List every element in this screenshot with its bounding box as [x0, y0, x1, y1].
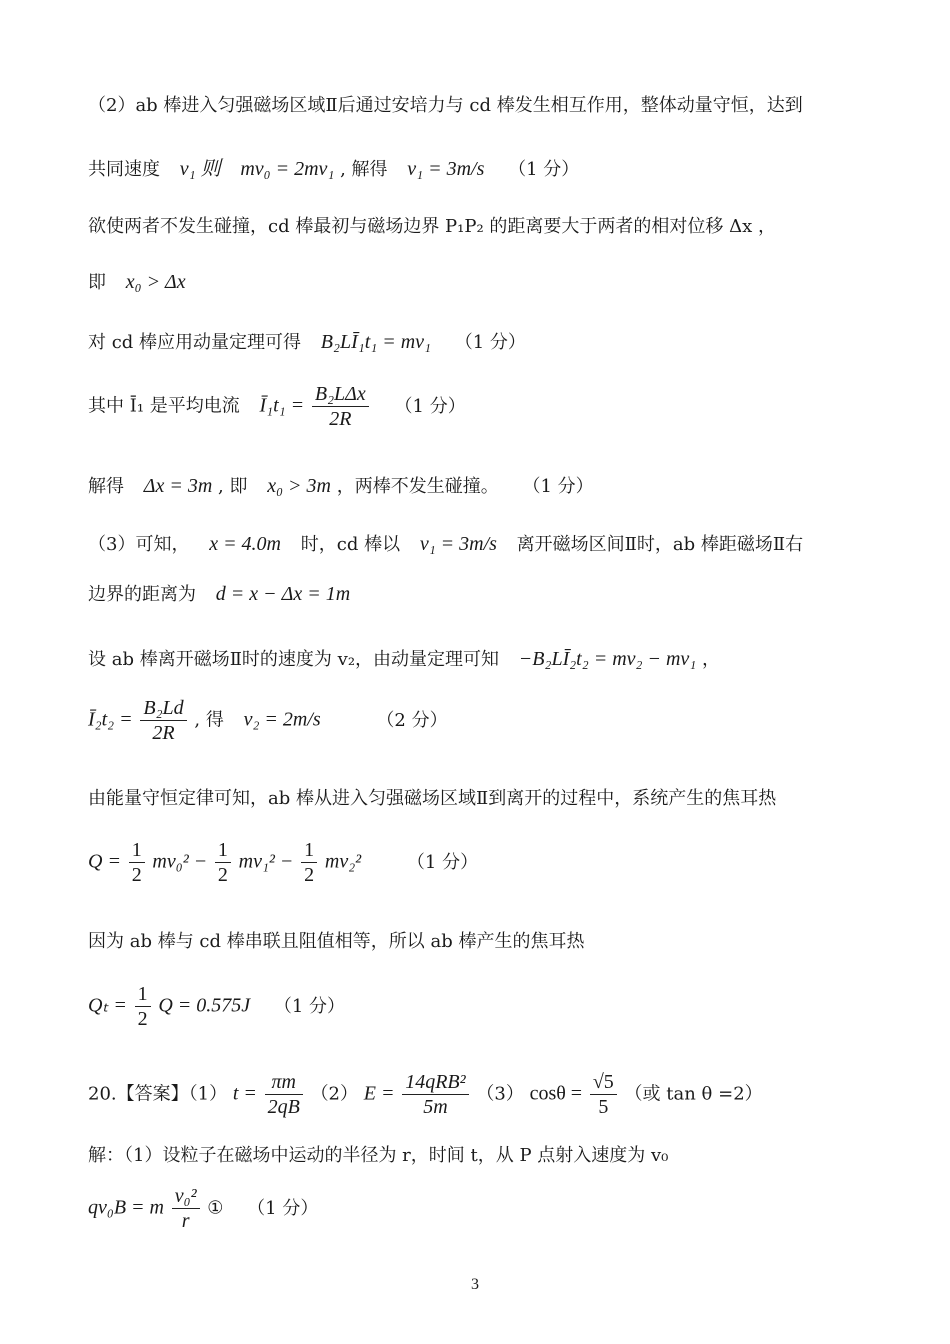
fraction [301, 838, 317, 887]
fraction [135, 982, 151, 1031]
denominator: 5m [423, 1096, 448, 1118]
text: 共同速度 [88, 159, 160, 180]
text: , 即 [218, 476, 248, 497]
formula: Δx = 3m [143, 475, 213, 497]
text-line [88, 696, 866, 745]
formula: v₂ = 2m/s [243, 708, 321, 731]
formula: mv₂² [324, 850, 362, 873]
numerator: 1 [129, 838, 145, 863]
numerator: √5 [590, 1070, 617, 1095]
text: 设 ab 棒离开磁场Ⅱ时的速度为 v₂，由动量定理可知 [88, 649, 500, 670]
formula: Q = 0.575J [158, 994, 251, 1017]
formula: x = 4.0m [209, 533, 282, 555]
denominator: 2 [217, 864, 228, 886]
text: 离开磁场区间Ⅱ时，ab 棒距磁场Ⅱ右 [516, 534, 804, 555]
fraction [172, 1184, 200, 1233]
numerator: v₀² [172, 1184, 200, 1209]
numerator: 14qRB² [402, 1070, 468, 1095]
text: 其中 Ī₁ 是平均电流 [88, 395, 240, 417]
numerator: 1 [135, 982, 151, 1007]
text: ，两棒不发生碰撞。 [336, 476, 499, 497]
formula: Qₜ = [88, 994, 127, 1017]
denominator: 2qB [267, 1096, 300, 1118]
formula: Q = [88, 850, 121, 873]
paragraph-text: 欲使两者不发生碰撞，cd 棒最初与磁场边界 P₁P₂ 的距离要大于两者的相对位移 Δx ， [88, 216, 777, 237]
formula: mv₀² − [152, 850, 208, 873]
formula: v₁ = 3m/s [419, 533, 497, 555]
page-number: 3 [471, 1276, 479, 1293]
score-note: （1 分） [406, 851, 479, 873]
text-line [88, 1184, 866, 1233]
text: （3）可知， [88, 534, 190, 555]
text-line [88, 328, 866, 357]
text-line [88, 268, 866, 297]
paragraph-text: 因为 ab 棒与 cd 棒串联且阻值相等，所以 ab 棒产生的焦耳热 [88, 931, 585, 952]
text-line [88, 982, 866, 1031]
text: （3） [476, 1083, 524, 1105]
text-line [88, 785, 866, 813]
formula: mv₀ = 2mv₁ [240, 158, 335, 180]
formula: E = [363, 1082, 395, 1105]
formula: x₀ > Δx [125, 271, 186, 293]
paragraph-text: 由能量守恒定律可知，ab 棒从进入匀强磁场区域Ⅱ到离开的过程中，系统产生的焦耳热 [88, 788, 777, 809]
fraction [129, 838, 145, 887]
denominator: 5 [598, 1096, 609, 1118]
formula: v₁ 则 [179, 158, 221, 180]
formula: t = [232, 1082, 257, 1105]
formula: Ī₁t₁ = [259, 394, 305, 417]
paragraph-text: 解：（1）设粒子在磁场中运动的半径为 r，时间 t，从 P 点射入速度为 v₀ [88, 1145, 669, 1166]
numerator: πm [265, 1070, 303, 1095]
text: 对 cd 棒应用动量定理可得 [88, 332, 302, 353]
formula: d = x − Δx = 1m [215, 583, 351, 605]
fraction [140, 696, 186, 745]
text-line [88, 213, 866, 241]
denominator: 2R [329, 408, 352, 430]
numerator: B₂Ld [140, 696, 186, 721]
text-line [88, 645, 866, 674]
formula: x₀ > 3m [267, 475, 331, 497]
fraction [402, 1070, 468, 1119]
denominator: 2 [304, 864, 315, 886]
text-line [88, 92, 866, 120]
score-note: （1 分） [454, 332, 526, 353]
text: （或 tan θ =2） [624, 1083, 763, 1105]
numerator: 1 [301, 838, 317, 863]
text: ， [701, 649, 720, 670]
text: 时，cd 棒以 [300, 534, 401, 555]
text: （2） [310, 1083, 359, 1105]
text: 解得 [88, 476, 124, 497]
score-note: （1 分） [508, 159, 580, 180]
denominator: r [181, 1210, 190, 1232]
text: , 解得 [340, 159, 388, 180]
score-note: （2 分） [376, 709, 448, 731]
fraction [590, 1070, 617, 1119]
denominator: 2R [152, 722, 175, 744]
formula: v₁ = 3m/s [407, 158, 485, 180]
text-line [88, 1070, 866, 1119]
paragraph-text: （2）ab 棒进入匀强磁场区域Ⅱ后通过安培力与 cd 棒发生相互作用，整体动量守恒，达到 [88, 95, 803, 116]
circled-number: ① [207, 1197, 224, 1219]
text-line [88, 580, 866, 609]
text-line [88, 155, 866, 184]
denominator: 2 [131, 864, 142, 886]
text-line [88, 1142, 866, 1170]
score-note: （1 分） [273, 995, 346, 1017]
formula: cosθ = [529, 1082, 583, 1105]
numerator: 1 [215, 838, 231, 863]
text-line [88, 530, 866, 559]
formula: mv₁² − [238, 850, 294, 873]
fraction [215, 838, 231, 887]
formula: qv₀B = m [88, 1196, 164, 1219]
answer-label: 20.【答案】（1） [88, 1083, 228, 1105]
formula: Ī₂t₂ = [88, 708, 133, 731]
formula: B₂LĪ₁t₁ = mv₁ [320, 331, 431, 353]
score-note: （1 分） [247, 1197, 319, 1219]
score-note: （1 分） [522, 476, 594, 497]
text: 边界的距离为 [88, 584, 196, 605]
score-note: （1 分） [394, 395, 466, 417]
text-line [88, 928, 866, 956]
fraction [265, 1070, 303, 1119]
denominator: 2 [137, 1008, 148, 1030]
text-line [88, 382, 866, 431]
formula: −B₂LĪ₂t₂ = mv₂ − mv₁ [518, 648, 697, 670]
numerator: B₂LΔx [312, 382, 369, 407]
text: 即 [88, 272, 106, 293]
text: , 得 [194, 709, 224, 731]
text-line [88, 838, 866, 887]
text-line [88, 472, 866, 501]
fraction [312, 382, 369, 431]
